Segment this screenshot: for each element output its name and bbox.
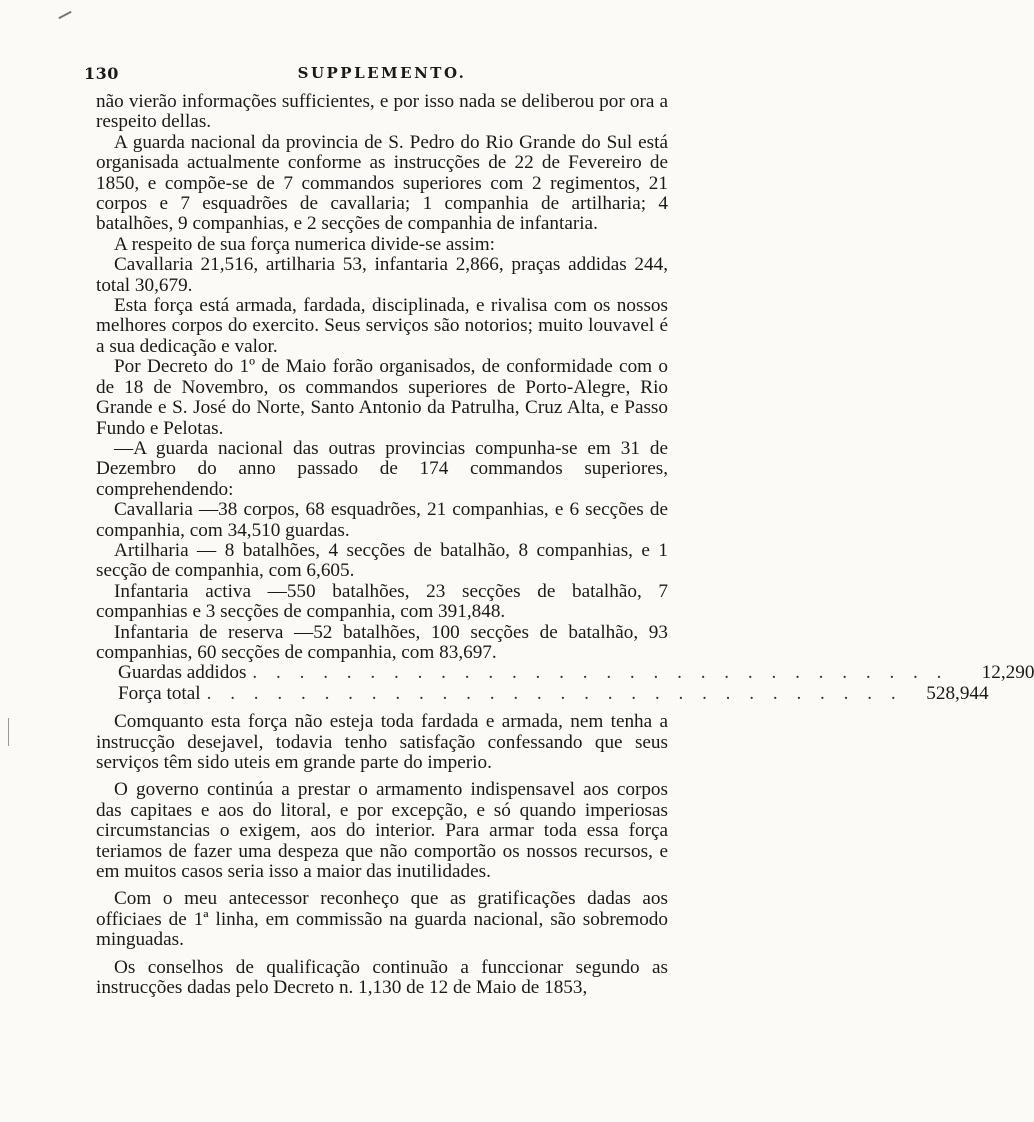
totals-value: 12,290 [981, 662, 1034, 684]
paragraph: O governo continúa a prestar o armamento indispensavel aos corpos das capitaes e aos do litoral, e por excepção, e só quando imperiosas circumstancias o exigem, aos do interior. Para armar toda essa força teriamos de fazer uma despeza que não comportão os nossos recursos, e em muitos casos seria isso a maior das inutilidades. [96, 779, 668, 883]
paragraph: Artilharia — 8 batalhões, 4 secções de batalhão, 8 companhias, e 1 secção de companhia, com 6,605. [96, 539, 668, 582]
paragraph: Esta força está armada, fardada, disciplinada, e rivalisa com os nossos melhores corpos do exercito. Seus serviços são notorios; muito louvavel é a sua dedicação e valor. [96, 295, 668, 357]
dot-leader: . . . . . . . . . . . . . . . . . . . . . . . . . . . . . . [252, 662, 949, 684]
paragraph: Cavallaria —38 corpos, 68 esquadrões, 21 companhias, e 6 secções de companhia, com 34,510 guardas. [96, 499, 668, 541]
paragraph: A guarda nacional da provincia de S. Pedro do Rio Grande do Sul está organisada actualmente conforme as instrucções de 22 de Fevereiro de 1850, e compõe-se de 7 commandos superiores com 2 regimentos, 21 corpos e 7 esquadrões de cavallaria; 1 companhia de artilharia; 4 batalhões, 9 companhias, e 2 secções de companhia de infantaria. [96, 131, 668, 235]
totals-row-total [96, 682, 989, 704]
body-text-continued [96, 712, 668, 998]
paragraph: A respeito de sua força numerica divide-se assim: [114, 233, 495, 255]
body-text [96, 92, 668, 663]
paragraph: Com o meu antecessor reconheço que as gratificações dadas aos officiaes de 1ª linha, em commissão na guarda nacional, são sobremodo minguadas. [96, 888, 668, 951]
paragraph: Infantaria activa —550 batalhões, 23 secções de batalhão, 7 companhias e 3 secções de companhia, com 391,848. [96, 580, 668, 623]
page-number: 130 [84, 64, 119, 83]
dot-leader: . . . . . . . . . . . . . . . . . . . . . . . . . . . . . . [206, 682, 903, 704]
margin-mark [8, 718, 9, 746]
totals-label: Força total [118, 682, 201, 704]
paragraph: Comquanto esta força não esteja toda fardada e armada, nem tenha a instrucção desejavel, todavia tenho satisfação confessando que seus serviços têm sido uteis em grande parte do imperio. [96, 711, 668, 773]
paragraph: Infantaria de reserva —52 batalhões, 100 secções de batalhão, 93 companhias, 60 secções de companhia, com 83,697. [96, 621, 668, 663]
corner-mark [58, 11, 71, 19]
paragraph: —A guarda nacional das outras provincias compunha-se em 31 de Dezembro do anno passado de 174 commandos superiores, comprehendendo: [96, 437, 668, 500]
paragraph: Cavallaria 21,516, artilharia 53, infantaria 2,866, praças addidas 244, total 30,679. [96, 254, 668, 296]
paragraph: Os conselhos de qualificação continuão a funccionar segundo as instrucções dadas pelo Decreto n. 1,130 de 12 de Maio de 1853, [96, 956, 668, 999]
running-head: SUPPLEMENTO. [297, 64, 467, 82]
page [84, 62, 1034, 999]
page-header [84, 62, 668, 92]
totals-row-addidos [96, 662, 1034, 684]
totals-label: Guardas addidos [118, 662, 247, 684]
paragraph: Por Decreto do 1º de Maio forão organisados, de conformidade com o de 18 de Novembro, os commandos superiores de Porto-Alegre, Rio Grande e S. José do Norte, Santo Antonio da Patrulha, Cruz Alta, e Passo Fundo e Pelotas. [96, 356, 668, 439]
paragraph: não vierão informações sufficientes, e por isso nada se deliberou por ora a respeito dellas. [96, 91, 668, 133]
totals-value: 528,944 [926, 682, 989, 704]
